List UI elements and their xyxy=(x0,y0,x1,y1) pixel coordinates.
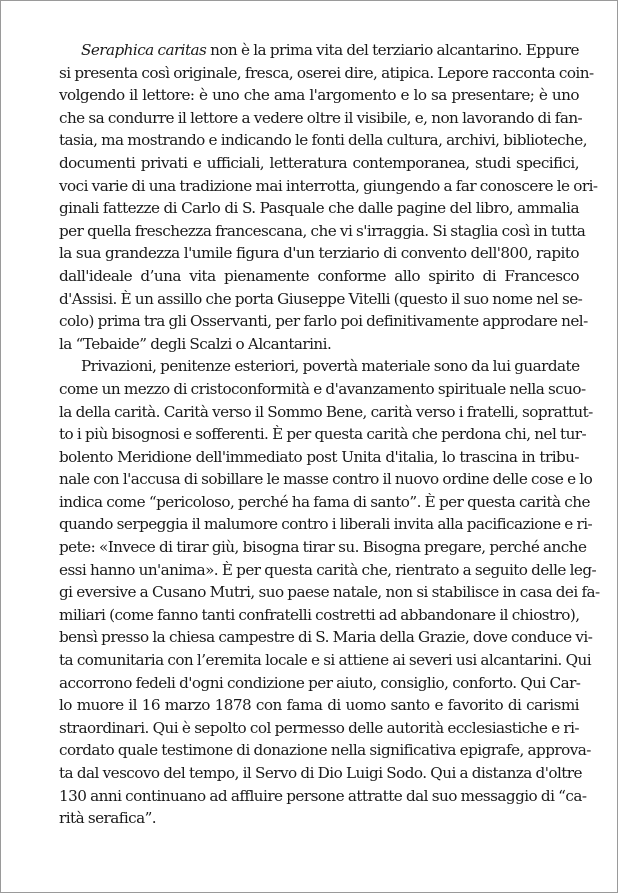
text-line: dall'ideale d’una vita pienamente conforme allo spirito di Francesco xyxy=(59,266,579,285)
text-line: bensì presso la chiesa campestre di S. Maria della Grazie, dove conduce vi- xyxy=(59,628,593,647)
document-body xyxy=(59,39,600,830)
text-line: nale con l'accusa di sobillare le masse contro il nuovo ordine delle cose e lo xyxy=(59,470,593,489)
text-line: volgendo il lettore: è uno che ama l'argomento e lo sa presentare; è uno xyxy=(59,86,579,105)
text-line: come un mezzo di cristoconformità e d'avanzamento spirituale nella scuo- xyxy=(59,379,586,398)
text-line: colo) prima tra gli Osservanti, per farlo poi definitivamente approdare nel- xyxy=(59,312,588,331)
text-line: to i più bisognosi e sofferenti. È per questa carità che perdona chi, nel tur- xyxy=(59,425,587,444)
text-line: d'Assisi. È un assillo che porta Giuseppe Vitelli (questo il suo nome nel se- xyxy=(59,289,583,308)
text-line: 130 anni continuano ad affluire persone attratte dal suo messaggio di “ca- xyxy=(59,786,587,805)
book-title-italic: Seraphica caritas xyxy=(81,41,207,59)
text-line: la della carità. Carità verso il Sommo Bene, carità verso i fratelli, soprattut- xyxy=(59,402,593,421)
paragraph-1 xyxy=(59,39,598,355)
text-line: Privazioni, penitenze esteriori, povertà materiale sono da lui guardate xyxy=(81,357,580,376)
text-line: ta comunitaria con l’eremita locale e si attiene ai severi usi alcantarini. Qui xyxy=(59,651,592,670)
text-line xyxy=(59,39,579,62)
text-line: tasia, ma mostrando e indicando le fonti della cultura, archivi, biblioteche, xyxy=(59,131,587,150)
text-line: voci varie di una tradizione mai interrotta, giungendo a far conoscere le ori- xyxy=(59,176,598,195)
text-line: gi eversive a Cusano Mutri, suo paese natale, non si stabilisce in casa dei fa- xyxy=(59,583,600,602)
text-line: essi hanno un'anima». È per questa carità che, rientrato a seguito delle leg- xyxy=(59,560,597,579)
text-line: la “Tebaide” degli Scalzi o Alcantarini. xyxy=(59,334,332,353)
text-line: cordato quale testimone di donazione nella significativa epigrafe, approva- xyxy=(59,741,591,760)
text-line: ginali fattezze di Carlo di S. Pasquale che dalle pagine del libro, ammalia xyxy=(59,199,579,218)
paragraph-2 xyxy=(59,355,600,829)
text-line: pete: «Invece di tirar giù, bisogna tirar su. Bisogna pregare, perché anche xyxy=(59,538,587,557)
text-line: bolento Meridione dell'immediato post Unita d'italia, lo trascina in tribu- xyxy=(59,447,579,466)
text-line: rità serafica”. xyxy=(59,809,157,828)
text-line: che sa condurre il lettore a vedere oltre il visibile, e, non lavorando di fan- xyxy=(59,108,583,127)
text-line: straordinari. Qui è sepolto col permesso delle autorità ecclesiastiche e ri- xyxy=(59,718,579,737)
text-line: per quella freschezza francescana, che vi s'irraggia. Si staglia così in tutta xyxy=(59,221,586,240)
text-line: si presenta così originale, fresca, oserei dire, atipica. Lepore racconta coin- xyxy=(59,63,594,82)
text-line: indica come “pericoloso, perché ha fama di santo”. È per questa carità che xyxy=(59,492,590,511)
text-line: miliari (come fanno tanti confratelli costretti ad abbandonare il chiostro), xyxy=(59,605,580,624)
text-line: quando serpeggia il malumore contro i liberali invita alla pacificazione e ri- xyxy=(59,515,593,534)
text-line: accorrono fedeli d'ogni condizione per aiuto, consiglio, conforto. Qui Car- xyxy=(59,673,581,692)
text-line: ta dal vescovo del tempo, il Servo di Dio Luigi Sodo. Qui a distanza d'oltre xyxy=(59,764,582,782)
text-line: la sua grandezza l'umile figura d'un terziario di convento dell'800, rapito xyxy=(59,244,579,263)
text-line: documenti privati e ufficiali, letteratura contemporanea, studi specifici, xyxy=(59,153,579,172)
text-line: lo muore il 16 marzo 1878 con fama di uomo santo e favorito di carismi xyxy=(59,696,579,715)
text-line-content: non è la prima vita del terziario alcantarino. Eppure xyxy=(206,41,579,59)
